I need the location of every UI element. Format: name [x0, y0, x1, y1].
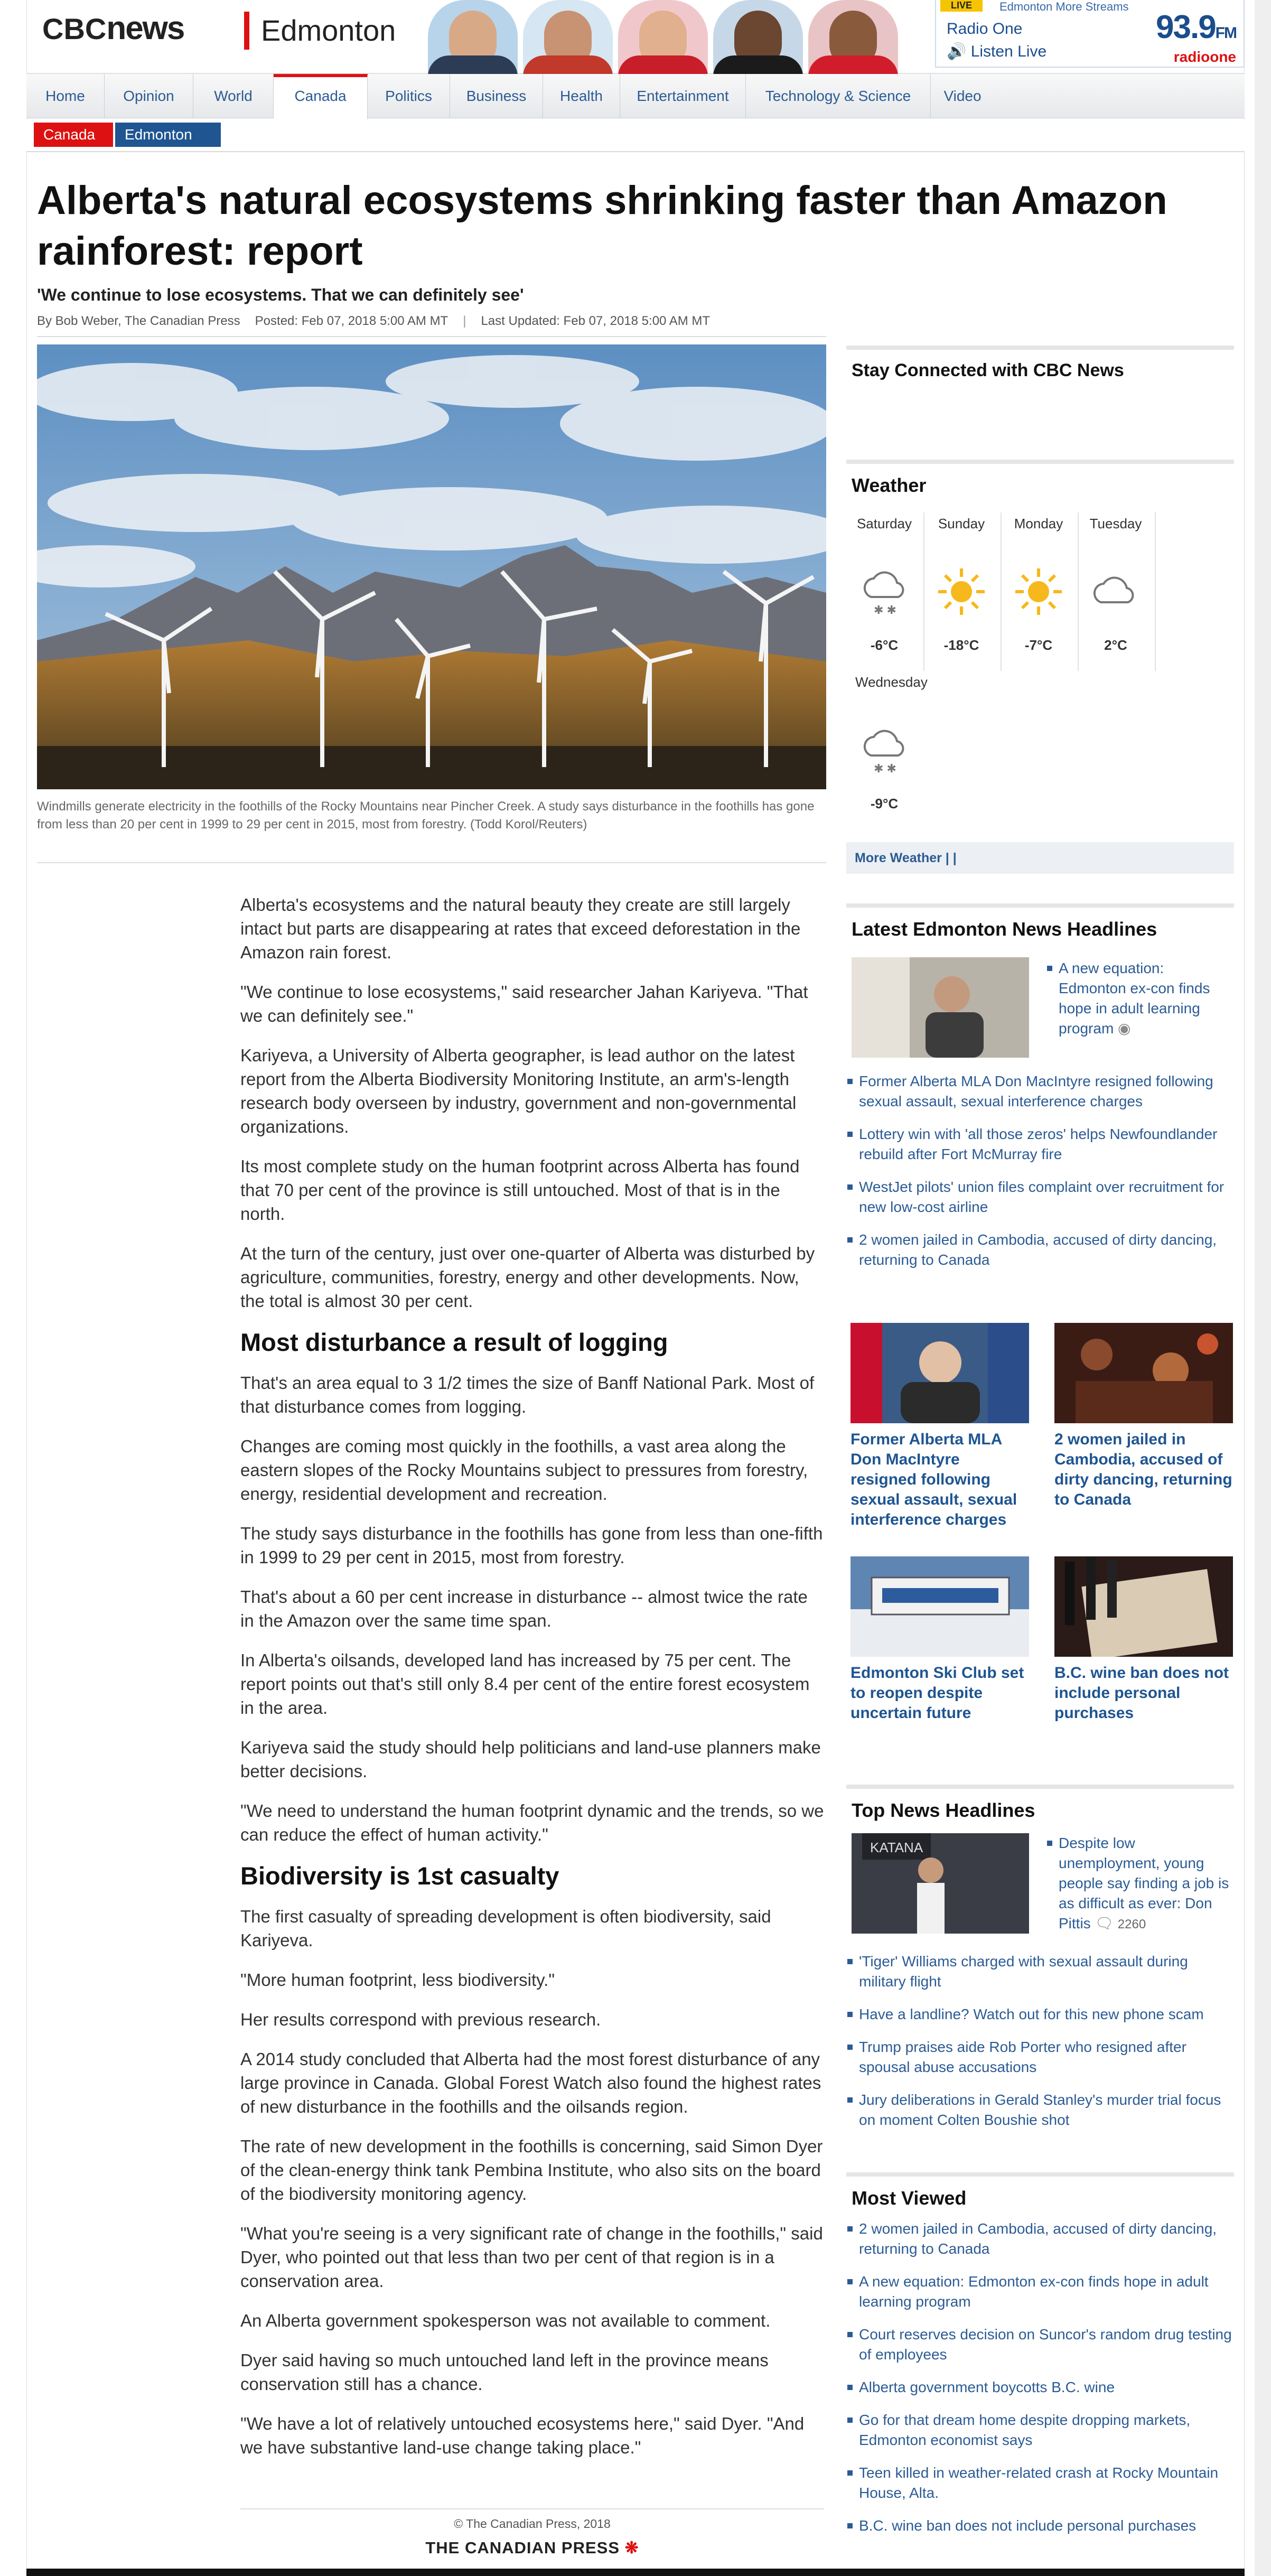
- paragraph: The study says disturbance in the foothills has gone from less than one-fifth in 1999 to 29 per cent in 2015, most from forestry.: [240, 1524, 823, 1567]
- article-credit: [240, 2508, 824, 2558]
- paragraph: Kariyeva, a University of Alberta geographer, is lead author on the latest report from the Alberta Biodiversity Monitoring Institute, an arm's-length research body overseen by industry, government and non-governmental organizations.: [240, 1046, 797, 1136]
- divider: [37, 862, 826, 863]
- latest-feature-link[interactable]: A new equation: Edmonton ex-con finds hope in adult learning program ◉: [1046, 958, 1234, 1039]
- sun-icon: [1012, 565, 1065, 618]
- comment-icon: 🗨: [1095, 1915, 1114, 1931]
- top-news-list: [846, 1952, 1234, 2143]
- canadian-press-logo: THE CANADIAN PRESS ❋: [425, 2538, 639, 2557]
- svg-text:KATANA: KATANA: [870, 1840, 923, 1855]
- article-deck: 'We continue to lose ecosystems. That we can definitely see': [37, 285, 524, 304]
- subheading: Biodiversity is 1st casualty: [240, 1862, 559, 1890]
- top-news-box: [846, 1785, 1234, 1822]
- most-viewed-link[interactable]: B.C. wine ban does not include personal purchases: [846, 2516, 1234, 2536]
- most-viewed-link[interactable]: 2 women jailed in Cambodia, accused of dirty dancing, returning to Canada: [846, 2219, 1234, 2259]
- most-viewed-title: Most Viewed: [852, 2187, 967, 2209]
- host-photo: [713, 0, 803, 74]
- most-viewed-box: [846, 2172, 1234, 2209]
- paragraph: The rate of new development in the foothills is concerning, said Simon Dyer of the clean-energy think tank Pembina Institute, who also sits on the board of the biodiversity monitoring agency.: [240, 2136, 823, 2204]
- latest-headline-link[interactable]: Former Alberta MLA Don MacIntyre resigned following sexual assault, sexual interference charges: [846, 1071, 1234, 1112]
- hero-image-windmills: [37, 344, 826, 789]
- weather-box: [846, 460, 1234, 497]
- cbc-news-logo[interactable]: [42, 10, 184, 47]
- weather-day: Monday -7°C: [1001, 512, 1077, 671]
- weather-day: Saturday ✱ ✱ -6°C: [856, 516, 912, 653]
- paragraph: Alberta's ecosystems and the natural beauty they create are still largely intact but parts are disappearing at rates that exceed deforestation in the Amazon rain forest.: [240, 895, 801, 962]
- paragraph: That's an area equal to 3 1/2 times the size of Banff National Park. Most of that disturbance comes from logging.: [240, 1373, 815, 1416]
- logo-cbc-text: CBC: [42, 12, 107, 45]
- author: By Bob Weber, The Canadian Press: [37, 314, 240, 328]
- snow-cloud-icon: [858, 565, 911, 618]
- paragraph: "What you're seeing is a very significant rate of change in the foothills," said Dyer, who pointed out that less than two per cent of that region is in a conservation area.: [240, 2224, 823, 2291]
- paragraph: That's about a 60 per cent increase in disturbance -- almost twice the rate in the Amazon over the same time span.: [240, 1587, 808, 1630]
- weather-title: Weather: [852, 474, 927, 496]
- cambodia-tile-link[interactable]: 2 women jailed in Cambodia, accused of dirty dancing, returning to Canada: [1054, 1431, 1232, 1508]
- weather-day: Tuesday 2°C: [1089, 516, 1142, 653]
- wine-thumbnail[interactable]: [1054, 1556, 1233, 1657]
- ex-con-thumbnail[interactable]: [852, 957, 1029, 1058]
- tab-technology-science[interactable]: Technology & Science: [746, 74, 931, 118]
- host-photo: [523, 0, 613, 74]
- paragraph: An Alberta government spokesperson was not available to comment.: [240, 2311, 771, 2330]
- article-headline: Alberta's natural ecosystems shrinking faster than Amazon rainforest: report: [37, 178, 1167, 274]
- wine-tile-link[interactable]: B.C. wine ban does not include personal purchases: [1054, 1664, 1229, 1722]
- paragraph: Her results correspond with previous research.: [240, 2010, 601, 2029]
- weather-day: Wednesday ✱ ✱ -9°C: [855, 674, 928, 811]
- windmills-photo: [37, 344, 826, 789]
- top-feature: [1046, 1833, 1234, 1947]
- site-header: [26, 0, 1245, 74]
- divider: [37, 336, 826, 337]
- wine-bottles-photo: [1054, 1556, 1233, 1657]
- tab-politics[interactable]: Politics: [368, 74, 450, 118]
- sun-icon: [935, 565, 988, 618]
- radio-one-brand: radioone: [1173, 49, 1236, 65]
- paragraph: "We have a lot of relatively untouched ecosystems here," said Dyer. "And we have substantive land-use change taking place.": [240, 2414, 805, 2457]
- article-byline: By Bob Weber, The Canadian Press Posted: Feb 07, 2018 5:00 AM MT | Last Updated: Feb 07, 2018 5:00 AM MT: [37, 314, 711, 328]
- snow-cloud-icon: [858, 724, 911, 777]
- radio-station-name: Radio One: [947, 20, 1023, 38]
- hero-caption: Windmills generate electricity in the foothills of the Rocky Mountains near Pincher Creek. A study says disturbance in the foothills has gone from less than 20 per cent in 1999 to 29 per cent in 2015, most from forestry. (Todd Korol/Reuters): [37, 799, 815, 832]
- latest-list: [846, 1071, 1234, 1283]
- listen-live-button[interactable]: [947, 42, 1046, 61]
- audio-icon: ◉: [1118, 1020, 1131, 1037]
- paragraph: "We continue to lose ecosystems," said researcher Jahan Kariyeva. "That we can definitely see.": [240, 982, 808, 1025]
- top-headline-link[interactable]: Jury deliberations in Gerald Stanley's murder trial focus on moment Colten Boushie shot: [846, 2090, 1234, 2130]
- radio-widget[interactable]: [935, 0, 1245, 68]
- paragraph: A 2014 study concluded that Alberta had the most forest disturbance of any large province in Canada. Global Forest Watch also found the highest rates of new disturbance in the foothills and the oilsands region.: [240, 2049, 821, 2116]
- tab-business[interactable]: Business: [450, 74, 543, 118]
- speaker-icon: 🔊: [947, 43, 971, 60]
- man-photo: [852, 957, 1029, 1058]
- footer-bar: [26, 2569, 1245, 2576]
- main-nav: [26, 74, 1245, 118]
- paragraph: Dyer said having so much untouched land left in the province means conservation still has a chance.: [240, 2350, 769, 2394]
- paragraph: The first casualty of spreading development is often biodiversity, said Kariyeva.: [240, 1907, 771, 1950]
- subheading: Most disturbance a result of logging: [240, 1328, 668, 1356]
- posted-date: Posted: Feb 07, 2018 5:00 AM MT: [255, 314, 448, 328]
- paragraph: At the turn of the century, just over one-quarter of Alberta was disturbed by agriculture, communities, forestry, energy and other developments. Now, the total is almost 30 per cent.: [240, 1244, 815, 1311]
- latest-headline-link[interactable]: WestJet pilots' union files complaint over recruitment for new low-cost airline: [846, 1177, 1234, 1217]
- tab-opinion[interactable]: Opinion: [105, 74, 193, 118]
- stay-connected-box: [846, 346, 1234, 381]
- breadcrumb-edmonton[interactable]: Edmonton: [115, 123, 221, 147]
- logo-news-text: news: [106, 10, 184, 46]
- tab-video[interactable]: Video: [943, 88, 982, 104]
- paragraph: Kariyeva said the study should help politicians and land-use planners make better decisions.: [240, 1738, 821, 1781]
- copyright: © The Canadian Press, 2018: [454, 2517, 611, 2531]
- latest-edmonton-title: Latest Edmonton News Headlines: [852, 918, 1157, 940]
- paragraph: "We need to understand the human footprint dynamic and the trends, so we can reduce the effect of human activity.": [240, 1801, 824, 1844]
- latest-feature: [1046, 958, 1234, 1051]
- jobs-thumbnail[interactable]: [852, 1833, 1029, 1934]
- most-viewed-link[interactable]: A new equation: Edmonton ex-con finds hope in adult learning program: [846, 2272, 1234, 2312]
- macintyre-tile-link[interactable]: Former Alberta MLA Don MacIntyre resigned following sexual assault, sexual interference charges: [851, 1431, 1017, 1528]
- svg-text:✱ ✱: ✱ ✱: [874, 603, 896, 617]
- article-body: [240, 893, 824, 2475]
- listen-live-label: Listen Live: [970, 43, 1047, 60]
- ski-club-thumbnail[interactable]: [851, 1556, 1029, 1657]
- radio-frequency: 93.9FM: [1156, 9, 1236, 45]
- tab-world[interactable]: World: [193, 74, 274, 118]
- host-photo: [428, 0, 518, 74]
- party-photo: [1054, 1323, 1233, 1423]
- paragraph: Changes are coming most quickly in the foothills, a vast area along the eastern slopes of the Rocky Mountains subject to pressures from forestry, energy, residential development and recreation.: [240, 1436, 808, 1504]
- stay-connected-title: Stay Connected with CBC News: [852, 360, 1124, 380]
- macintyre-thumbnail[interactable]: [851, 1323, 1029, 1423]
- updated-date: Last Updated: Feb 07, 2018 5:00 AM MT: [481, 314, 711, 328]
- more-streams-link[interactable]: Edmonton More Streams: [999, 0, 1129, 13]
- page-gutter: [1255, 0, 1271, 2576]
- latest-headline-link[interactable]: 2 women jailed in Cambodia, accused of dirty dancing, returning to Canada: [846, 1230, 1234, 1270]
- most-viewed-list: [846, 2219, 1234, 2549]
- ski-club-tile-link[interactable]: Edmonton Ski Club set to reopen despite uncertain future: [851, 1664, 1024, 1722]
- ski-club-photo: [851, 1556, 1029, 1657]
- breadcrumb-canada[interactable]: Canada: [34, 123, 113, 147]
- tab-health[interactable]: Health: [543, 74, 620, 118]
- breadcrumb: [26, 119, 1245, 152]
- top-feature-link[interactable]: Despite low unemployment, young people say finding a job is as difficult as ever: Don Pittis 🗨 2260: [1046, 1833, 1234, 1935]
- region-title[interactable]: Edmonton: [244, 12, 396, 50]
- host-banner: [407, 0, 956, 74]
- paragraph: In Alberta's oilsands, developed land has increased by 75 per cent. The report points out that's still only 8.4 per cent of the entire forest ecosystem in the area.: [240, 1650, 810, 1718]
- host-photo: [618, 0, 708, 74]
- tab-entertainment[interactable]: Entertainment: [620, 74, 746, 118]
- maple-leaf-icon: ❋: [624, 2538, 639, 2557]
- live-badge: LIVE: [940, 0, 983, 12]
- paragraph: Its most complete study on the human footprint across Alberta has found that 70 per cent of the province is still untouched. Most of that is in the north.: [240, 1156, 800, 1224]
- cambodia-thumbnail[interactable]: [1054, 1323, 1233, 1423]
- weather-day: Sunday -18°C: [923, 512, 999, 671]
- latest-edmonton-box: [846, 903, 1234, 940]
- most-viewed-link[interactable]: Teen killed in weather-related crash at Rocky Mountain House, Alta.: [846, 2463, 1234, 2503]
- paragraph: "More human footprint, less biodiversity.": [240, 1970, 555, 1990]
- latest-headline-link[interactable]: Lottery win with 'all those zeros' helps Newfoundlander rebuild after Fort McMurray fire: [846, 1124, 1234, 1164]
- tab-home[interactable]: Home: [26, 74, 105, 118]
- tab-canada[interactable]: Canada: [274, 74, 368, 119]
- top-headline-link[interactable]: Trump praises aide Rob Porter who resigned after spousal abuse accusations: [846, 2037, 1234, 2077]
- top-headline-link[interactable]: Have a landline? Watch out for this new phone scam: [846, 2004, 1234, 2024]
- host-photo: [808, 0, 898, 74]
- politician-photo: [851, 1323, 1029, 1423]
- most-viewed-link[interactable]: Court reserves decision on Suncor's random drug testing of employees: [846, 2325, 1234, 2365]
- top-news-title: Top News Headlines: [852, 1799, 1035, 1821]
- most-viewed-link[interactable]: Alberta government boycotts B.C. wine: [846, 2377, 1234, 2397]
- more-weather-link[interactable]: More Weather | |: [846, 842, 1234, 874]
- most-viewed-link[interactable]: Go for that dream home despite dropping markets, Edmonton economist says: [846, 2410, 1234, 2450]
- cloud-icon: [1089, 565, 1142, 618]
- comment-count: 2260: [1117, 1917, 1146, 1931]
- svg-text:✱ ✱: ✱ ✱: [874, 762, 896, 775]
- young-woman-photo: [852, 1833, 1029, 1934]
- top-headline-link[interactable]: 'Tiger' Williams charged with sexual assault during military flight: [846, 1952, 1234, 1992]
